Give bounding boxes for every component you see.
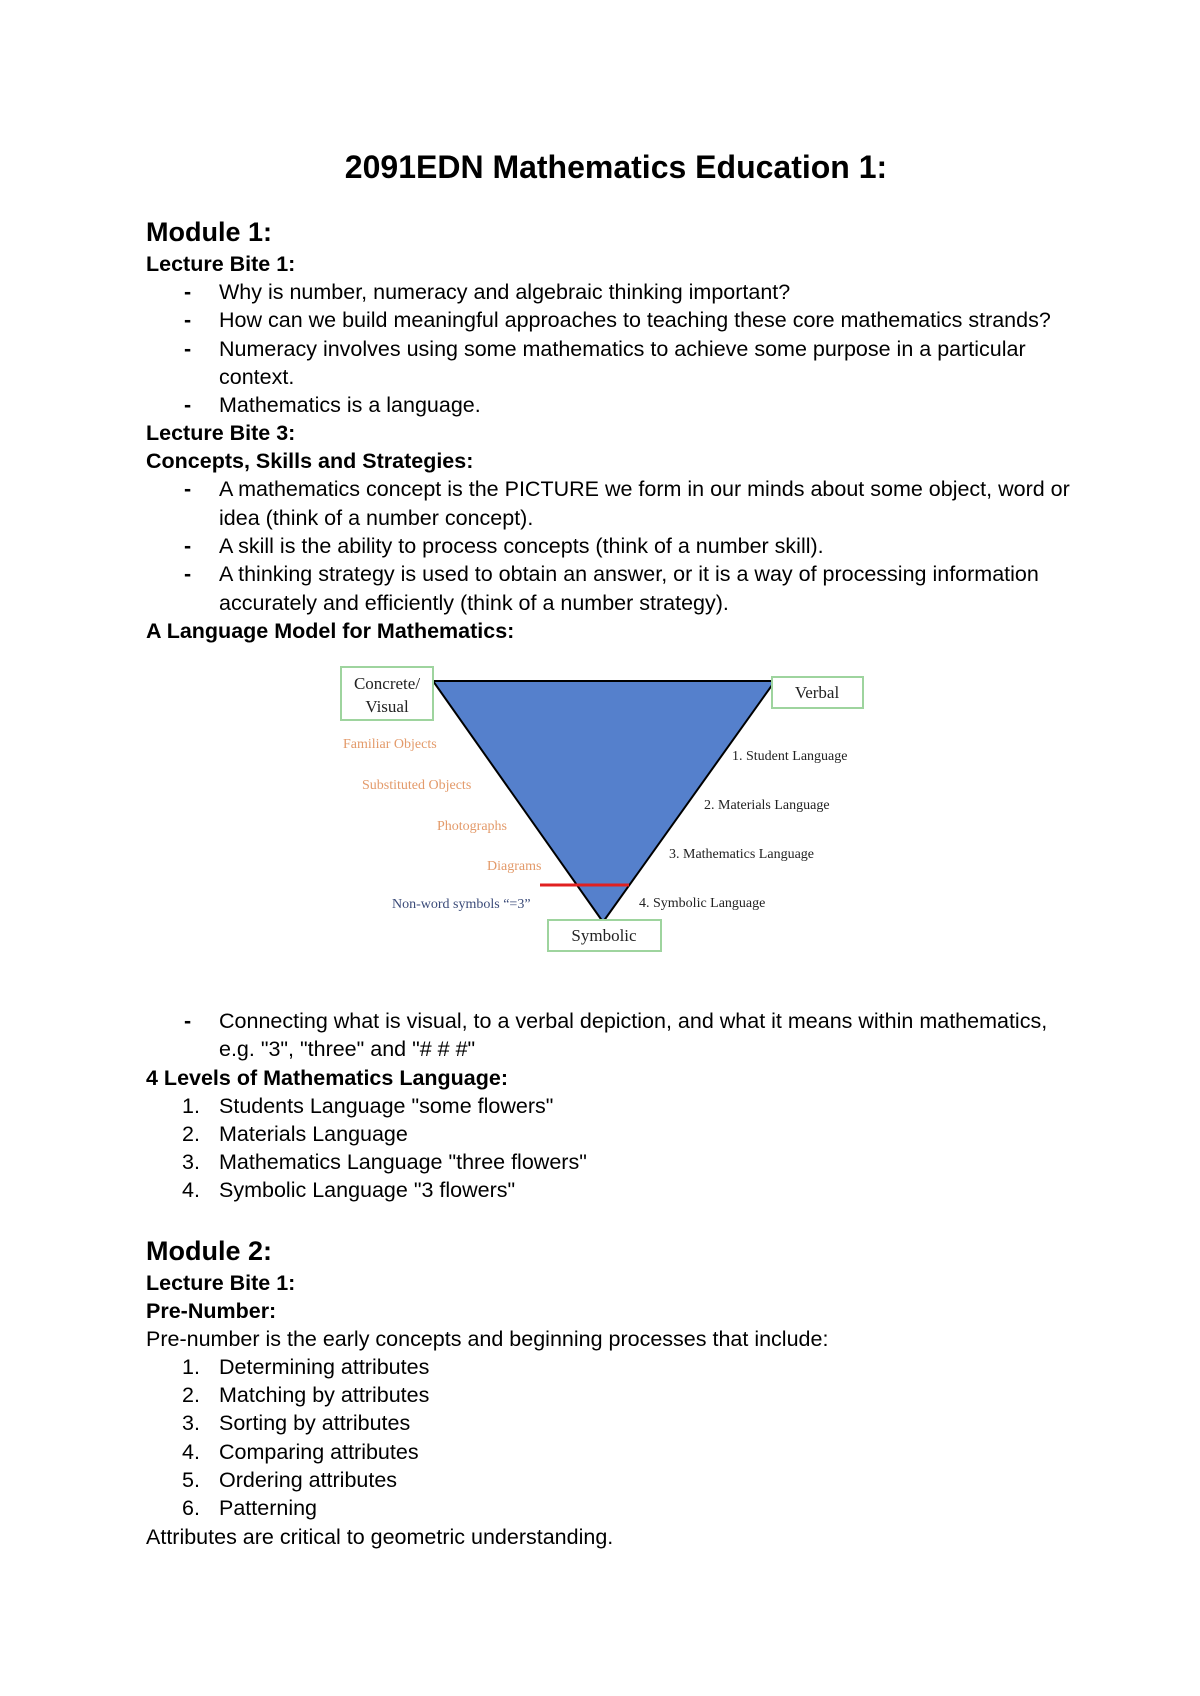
mathematics-language-label: 3. Mathematics Language (669, 846, 815, 862)
list-item: - Why is number, numeracy and algebraic thinking important? (146, 278, 1086, 306)
levels-heading: 4 Levels of Mathematics Language: (146, 1065, 509, 1090)
module-2-lecture-bite-1-heading: Lecture Bite 1: (146, 1270, 296, 1295)
language-model-diagram (146, 645, 1086, 1007)
verbal-label: Verbal (794, 682, 840, 702)
document-page (146, 140, 1086, 1551)
list-item: 1. Determining attributes (182, 1354, 430, 1379)
list-item: 3. Mathematics Language "three flowers" (182, 1150, 587, 1175)
concepts-list (146, 475, 1086, 616)
language-model-svg (146, 645, 1086, 1007)
list-item: 3. Sorting by attributes (182, 1411, 411, 1436)
dash-bullet: - (184, 477, 192, 502)
language-model-heading: A Language Model for Mathematics: (146, 618, 515, 643)
diagrams-label: Diagrams (487, 858, 542, 874)
list-item: 2. Matching by attributes (182, 1383, 430, 1408)
dash-bullet: - (184, 1008, 192, 1033)
list-item: - How can we build meaningful approaches to teaching these core mathematics strands? (146, 306, 1086, 334)
module-2-heading: Module 2: (146, 1235, 272, 1266)
list-item: 1. Students Language "some flowers" (182, 1093, 554, 1118)
attributes-closing: Attributes are critical to geometric understanding. (146, 1524, 614, 1549)
lecture-bite-1-heading: Lecture Bite 1: (146, 252, 296, 276)
list-item: 5. Ordering attributes (182, 1467, 398, 1492)
dash-bullet: - (184, 336, 192, 361)
lecture-bite-1-list (146, 278, 1086, 419)
concepts-skills-heading: Concepts, Skills and Strategies: (146, 449, 474, 474)
dash-bullet: - (184, 393, 192, 418)
pre-number-heading: Pre-Number: (146, 1298, 277, 1323)
list-item: 6. Patterning (182, 1496, 318, 1521)
list-item: - A skill is the ability to process concepts (think of a number skill). (146, 532, 1086, 560)
list-item: 4. Comparing attributes (182, 1439, 419, 1464)
lecture-bite-3-heading: Lecture Bite 3: (146, 421, 296, 446)
list-item: - A thinking strategy is used to obtain an answer, or it is a way of processing information accurately and efficiently (think of a number strategy). (184, 562, 1039, 615)
visual-label: Visual (365, 696, 409, 716)
module-1-heading: Module 1: (146, 217, 272, 247)
list-item: - Connecting what is visual, to a verbal depiction, and what it means within mathematics, e.g. "3", "three" and "# # #" (184, 1008, 1048, 1062)
list-item: - Numeracy involves using some mathematics to achieve some purpose in a particular context. (184, 336, 1026, 389)
pre-number-list (146, 1353, 1086, 1523)
list-item: - A mathematics concept is the PICTURE we form in our minds about some object, word or idea (think of a number concept). (184, 477, 1070, 530)
student-language-label: 1. Student Language (732, 748, 848, 764)
dash-bullet: - (184, 308, 192, 333)
symbolic-language-label: 4. Symbolic Language (639, 895, 766, 911)
dash-bullet: - (184, 280, 192, 304)
page-title: 2091EDN Mathematics Education 1: (344, 149, 888, 185)
levels-list (146, 1092, 1086, 1205)
list-item: - Mathematics is a language. (146, 391, 1086, 419)
symbolic-label: Symbolic (571, 925, 637, 945)
familiar-objects-label: Familiar Objects (343, 736, 437, 752)
dash-bullet: - (184, 534, 192, 559)
list-item: 2. Materials Language (182, 1121, 408, 1146)
non-word-symbols-label: Non-word symbols “=3” (392, 896, 531, 912)
concrete-label: Concrete/ (353, 673, 421, 693)
list-item: 4. Symbolic Language "3 flowers" (182, 1178, 516, 1203)
materials-language-label: 2. Materials Language (704, 797, 830, 813)
language-model-list (146, 1007, 1086, 1064)
photographs-label: Photographs (437, 818, 507, 834)
dash-bullet: - (184, 562, 192, 587)
substituted-objects-label: Substituted Objects (362, 777, 472, 793)
pre-number-intro: Pre-number is the early concepts and beginning processes that include: (146, 1326, 829, 1351)
